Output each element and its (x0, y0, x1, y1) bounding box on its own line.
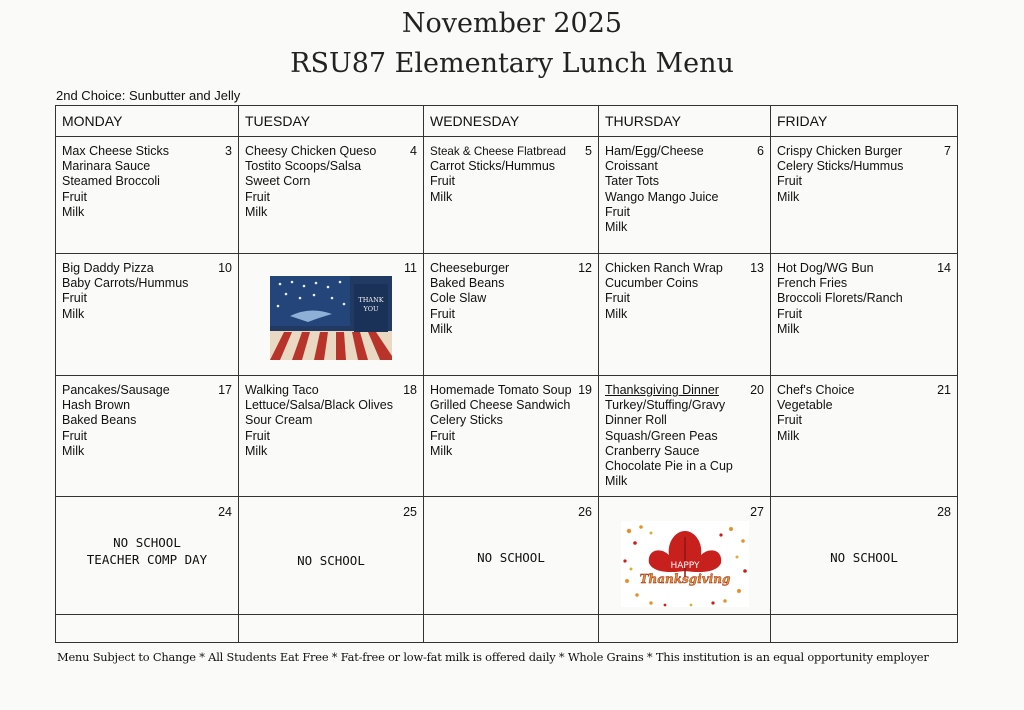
day-cell (424, 254, 599, 376)
date-number: 11 (404, 261, 417, 275)
menu-item: Fruit (62, 291, 87, 306)
blank-row (56, 615, 958, 643)
day-header-monday: MONDAY (56, 106, 239, 137)
day-cell (239, 497, 424, 615)
menu-items (599, 137, 770, 235)
menu-item: Sweet Corn (245, 174, 311, 189)
day-cell (771, 254, 958, 376)
no-school-note (56, 534, 238, 568)
menu-item: Fruit (605, 291, 630, 306)
menu-item: French Fries (777, 276, 848, 291)
menu-items (424, 137, 598, 205)
empty-cell (771, 615, 958, 643)
menu-item: Lettuce/Salsa/Black Olives (245, 398, 393, 413)
no-school-label: NO SCHOOL (477, 550, 545, 565)
date-number: 20 (750, 383, 764, 397)
menu-items (599, 376, 770, 489)
day-cell (56, 137, 239, 254)
menu-items (239, 376, 423, 459)
day-header-thursday: THURSDAY (599, 106, 771, 137)
date-number: 18 (403, 383, 417, 397)
menu-items (56, 254, 238, 322)
date-number: 21 (937, 383, 951, 397)
menu-item: Chicken Ranch Wrap (605, 261, 723, 275)
day-cell (599, 497, 771, 615)
menu-item: Milk (777, 189, 800, 204)
date-number: 10 (218, 261, 232, 275)
day-cell (56, 376, 239, 497)
menu-item: Hash Brown (62, 398, 131, 413)
date-number: 4 (410, 144, 417, 158)
menu-item: Celery Sticks (430, 413, 503, 428)
menu-item: Dinner Roll (605, 413, 667, 428)
date-number: 19 (578, 383, 592, 397)
menu-items (56, 376, 238, 459)
date-number: 14 (937, 261, 951, 275)
menu-item: Milk (777, 321, 800, 336)
menu-item: Croissant (605, 159, 658, 174)
date-number: 5 (585, 144, 592, 158)
empty-cell (239, 615, 424, 643)
day-cell (771, 497, 958, 615)
menu-item: Fruit (245, 189, 270, 204)
day-cell (771, 137, 958, 254)
happy-text: HAPPY (670, 561, 700, 571)
menu-item: Milk (62, 443, 85, 458)
thank-you-veterans-image (270, 276, 392, 360)
no-school-label: NO SCHOOL (297, 553, 365, 568)
week-row-3 (56, 376, 958, 497)
day-cell (599, 376, 771, 497)
menu-item: Milk (430, 189, 453, 204)
date-number: 3 (225, 144, 232, 158)
thank-text: THANK (358, 296, 384, 304)
lunch-calendar (55, 105, 958, 643)
day-header-wednesday: WEDNESDAY (424, 106, 599, 137)
menu-item: Thanksgiving Dinner (605, 383, 719, 397)
menu-item: Squash/Green Peas (605, 428, 718, 443)
menu-item: Big Daddy Pizza (62, 261, 154, 275)
teacher-comp-day-label: TEACHER COMP DAY (86, 552, 208, 567)
date-number: 6 (757, 144, 764, 158)
menu-item: Fruit (430, 174, 455, 189)
date-number: 27 (750, 505, 764, 519)
day-cell (424, 497, 599, 615)
you-text: YOU (363, 305, 379, 313)
day-header-friday: FRIDAY (771, 106, 958, 137)
menu-item: Fruit (777, 174, 802, 189)
menu-item: Cheeseburger (430, 261, 510, 275)
day-cell (599, 254, 771, 376)
menu-item: Homemade Tomato Soup (430, 383, 572, 397)
menu-item: Max Cheese Sticks (62, 144, 169, 158)
no-school-label: NO SCHOOL (830, 550, 898, 565)
menu-items (771, 254, 957, 337)
second-choice-note: 2nd Choice: Sunbutter and Jelly (56, 88, 241, 103)
day-cell (56, 497, 239, 615)
menu-item: Fruit (62, 189, 87, 204)
menu-items (599, 254, 770, 322)
page-subtitle: RSU87 Elementary Lunch Menu (290, 48, 734, 79)
day-cell (424, 376, 599, 497)
flag-stripes (270, 331, 392, 360)
date-number: 24 (218, 505, 232, 519)
menu-item: Fruit (245, 428, 270, 443)
happy-thanksgiving-image (621, 521, 749, 607)
menu-item: Milk (245, 204, 268, 219)
menu-item: Fruit (777, 413, 802, 428)
menu-item: Baked Beans (430, 276, 505, 291)
menu-item: Broccoli Florets/Ranch (777, 291, 903, 306)
menu-item: Cucumber Coins (605, 276, 699, 291)
day-cell (599, 137, 771, 254)
week-row-2 (56, 254, 958, 376)
menu-item: Carrot Sticks/Hummus (430, 159, 556, 174)
menu-item: Steak & Cheese Flatbread (430, 145, 566, 158)
empty-cell (599, 615, 771, 643)
day-cell (424, 137, 599, 254)
empty-cell (56, 615, 239, 643)
menu-item: Baby Carrots/Hummus (62, 276, 189, 291)
menu-item: Grilled Cheese Sandwich (430, 398, 571, 413)
menu-item: Milk (62, 306, 85, 321)
date-number: 12 (578, 261, 592, 275)
menu-item: Hot Dog/WG Bun (777, 261, 874, 275)
menu-items (239, 137, 423, 220)
week-row-1 (56, 137, 958, 254)
menu-item: Turkey/Stuffing/Gravy (605, 398, 726, 413)
menu-item: Fruit (430, 428, 455, 443)
menu-item: Cole Slaw (430, 291, 487, 306)
menu-item: Fruit (605, 204, 630, 219)
date-number: 26 (578, 505, 592, 519)
menu-item: Milk (605, 474, 628, 489)
menu-item: Milk (605, 306, 628, 321)
date-number: 7 (944, 144, 951, 158)
empty-cell (424, 615, 599, 643)
footer-disclaimer: Menu Subject to Change * All Students Eat Free * Fat-free or low-fat milk is offered daily * Whole Grains * This institution is an equal opportunity employer (57, 650, 929, 664)
menu-item: Milk (605, 220, 628, 235)
menu-items (56, 137, 238, 220)
page-title: November 2025 (401, 8, 623, 39)
day-cell (56, 254, 239, 376)
date-number: 13 (750, 261, 764, 275)
week-row-4 (56, 497, 958, 615)
thanksgiving-text: Thanksgiving (639, 572, 731, 586)
menu-item: Fruit (62, 428, 87, 443)
menu-item: Baked Beans (62, 413, 137, 428)
menu-item: Chef's Choice (777, 383, 855, 397)
day-header-tuesday: TUESDAY (239, 106, 424, 137)
menu-item: Steamed Broccoli (62, 174, 160, 189)
day-cell (239, 137, 424, 254)
menu-item: Wango Mango Juice (605, 189, 719, 204)
menu-item: Milk (777, 428, 800, 443)
menu-items (424, 254, 598, 337)
menu-items (424, 376, 598, 459)
menu-item: Sour Cream (245, 413, 313, 428)
menu-item: Tater Tots (605, 174, 659, 189)
menu-item: Milk (430, 321, 453, 336)
day-cell (771, 376, 958, 497)
menu-item: Cheesy Chicken Queso (245, 144, 377, 158)
menu-items (771, 376, 957, 444)
menu-item: Marinara Sauce (62, 159, 151, 174)
date-number: 28 (937, 505, 951, 519)
date-number: 25 (403, 505, 417, 519)
menu-item: Milk (62, 204, 85, 219)
menu-item: Milk (430, 443, 453, 458)
day-cell (239, 254, 424, 376)
menu-item: Vegetable (777, 398, 833, 413)
menu-item: Ham/Egg/Cheese (605, 144, 704, 158)
menu-item: Milk (245, 443, 268, 458)
menu-item: Chocolate Pie in a Cup (605, 459, 733, 474)
no-school-label: NO SCHOOL (113, 535, 181, 550)
menu-item: Walking Taco (245, 383, 319, 397)
menu-item: Fruit (430, 306, 455, 321)
menu-items (771, 137, 957, 205)
menu-item: Fruit (777, 306, 802, 321)
menu-item: Pancakes/Sausage (62, 383, 170, 397)
menu-item: Tostito Scoops/Salsa (245, 159, 362, 174)
menu-item: Crispy Chicken Burger (777, 144, 903, 158)
menu-item: Cranberry Sauce (605, 443, 700, 458)
day-cell (239, 376, 424, 497)
menu-item: Celery Sticks/Hummus (777, 159, 904, 174)
date-number: 17 (218, 383, 232, 397)
